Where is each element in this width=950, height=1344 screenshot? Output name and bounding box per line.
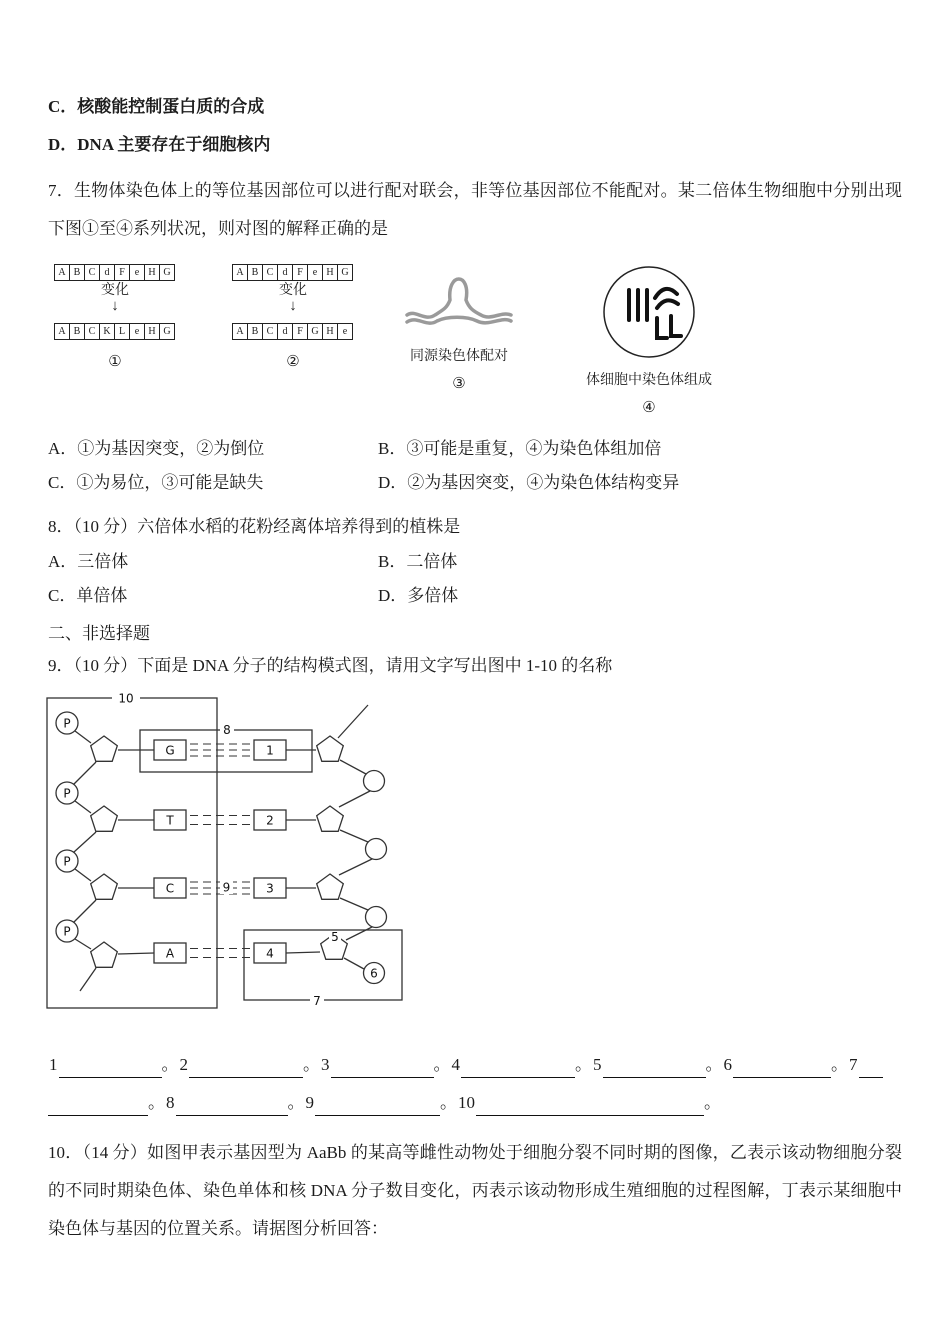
q7-figure-3: [400, 264, 518, 393]
q8-option-c: C．单倍体: [48, 586, 128, 605]
answer-blank: [733, 1060, 831, 1078]
blank-number: 10: [458, 1093, 475, 1112]
svg-text:3: 3: [266, 881, 274, 896]
gene-box: e: [129, 264, 145, 281]
q8-option-b: B．二倍体: [378, 552, 458, 571]
gene-sequence-top: [230, 264, 356, 281]
chromosome-marks: [629, 289, 681, 338]
down-arrow-icon: ↓: [111, 298, 119, 314]
figure-1-label: ①: [108, 354, 122, 370]
gene-sequence-bottom: [230, 323, 356, 340]
answer-blank: [331, 1060, 434, 1078]
svg-text:P: P: [63, 716, 71, 731]
gene-box: G: [307, 323, 323, 340]
answer-blank: [176, 1098, 288, 1116]
period: 。: [705, 1055, 723, 1074]
answer-blank: [315, 1098, 440, 1116]
answer-blank: [59, 1060, 162, 1078]
paired-chromosomes-drawing: [403, 264, 515, 336]
period: 。: [433, 1055, 451, 1074]
answer-blanks-line-1: [48, 1052, 902, 1078]
gene-box: K: [99, 323, 115, 340]
gene-box: H: [322, 323, 338, 340]
svg-text:P: P: [63, 854, 71, 869]
phosphate-circles-right: [364, 771, 387, 984]
gene-box: G: [337, 264, 353, 281]
base-boxes-left: [154, 740, 186, 963]
svg-text:P: P: [63, 924, 71, 939]
answer-blank: [859, 1060, 883, 1078]
svg-text:2: 2: [266, 813, 274, 828]
blank-number: 6: [723, 1055, 732, 1074]
svg-text:10: 10: [118, 691, 134, 706]
period: 。: [161, 1055, 179, 1074]
q8-option-a: A．三倍体: [48, 552, 129, 571]
q7-option-d: D．②为基因突变，④为染色体结构变异: [378, 473, 680, 492]
question-7-figures: [48, 264, 902, 416]
svg-text:6: 6: [370, 966, 378, 981]
svg-text:5: 5: [331, 930, 339, 944]
option-c-line: C．核酸能控制蛋白质的合成: [48, 97, 265, 116]
gene-box: A: [54, 323, 70, 340]
gene-box: B: [69, 264, 85, 281]
change-annotation: [52, 281, 178, 323]
gene-box: F: [292, 264, 308, 281]
svg-text:P: P: [63, 786, 71, 801]
answer-blank: [189, 1060, 303, 1078]
gene-box: H: [322, 264, 338, 281]
svg-text:A: A: [165, 946, 175, 961]
gene-box: C: [84, 323, 100, 340]
question-8-stem: 8．（10 分）六倍体水稻的花粉经离体培养得到的植株是: [48, 517, 461, 536]
period: 。: [440, 1093, 457, 1112]
q7-option-c: C．①为易位，③可能是缺失: [48, 473, 264, 492]
gene-box: e: [129, 323, 145, 340]
gene-box: C: [262, 264, 278, 281]
gene-box: H: [144, 323, 160, 340]
svg-text:8: 8: [223, 723, 231, 737]
gene-box: F: [114, 264, 130, 281]
gene-box: B: [247, 323, 263, 340]
svg-text:C: C: [165, 881, 175, 896]
answer-blank: [476, 1098, 704, 1116]
diagram-number-labels: [112, 691, 378, 1008]
gene-sequence-top: [52, 264, 178, 281]
blank-number: 3: [321, 1055, 330, 1074]
gene-box: F: [292, 323, 308, 340]
sugar-pentagons-left: [91, 736, 118, 967]
figure-2-label: ②: [286, 354, 300, 370]
down-arrow-icon: ↓: [289, 298, 297, 314]
blank-number: 1: [49, 1055, 58, 1074]
blank-number: 2: [179, 1055, 188, 1074]
change-annotation: [230, 281, 356, 323]
period: 。: [287, 1093, 305, 1112]
answer-blank: [48, 1098, 148, 1116]
figure-4-caption: 体细胞中染色体组成: [586, 373, 712, 388]
gene-box: d: [99, 264, 115, 281]
blank-number: 8: [166, 1093, 175, 1112]
phosphate-circles: [56, 712, 78, 942]
svg-text:T: T: [166, 813, 174, 828]
gene-box: A: [232, 323, 248, 340]
gene-box: G: [159, 323, 175, 340]
period: 。: [831, 1055, 848, 1074]
gene-box: e: [307, 264, 323, 281]
question-7-options: [48, 438, 902, 494]
q7-figure-2: [230, 264, 356, 371]
question-7-stem: 7．生物体染色体上的等位基因部位可以进行配对联会，非等位基因部位不能配对。某二倍体生物细胞中分别出现下图①至④系列状况，则对图的解释正确的是: [48, 181, 902, 238]
svg-text:1: 1: [266, 743, 274, 758]
gene-box: L: [114, 323, 130, 340]
blank-number: 7: [849, 1055, 858, 1074]
question-10-stem: 10．（14 分）如图甲表示基因型为 AaBb 的某高等雌性动物处于细胞分裂不同时期的图像，乙表示该动物细胞分裂的不同时期染色体、染色单体和核 DNA 分子数目变化，丙表示该动物形成生殖细胞的过程图解，丁表示某细胞中染色体与基因的位置关系。请据图分析回答：: [48, 1143, 902, 1238]
svg-text:4: 4: [266, 946, 274, 961]
gene-box: G: [159, 264, 175, 281]
gene-box: H: [144, 264, 160, 281]
gene-box: e: [337, 323, 353, 340]
gene-sequence-bottom: [52, 323, 178, 340]
gene-box: C: [262, 323, 278, 340]
dna-structure-svg: [44, 681, 424, 1021]
svg-text:G: G: [165, 743, 175, 758]
question-9-stem: 9．（10 分）下面是 DNA 分子的结构模式图，请用文字写出图中 1-10 的名称: [48, 656, 613, 675]
svg-text:7: 7: [313, 994, 321, 1008]
change-label: 变化: [101, 283, 129, 298]
cell-chromosome-set-drawing: [599, 264, 699, 360]
period: 。: [575, 1055, 592, 1074]
gene-box: A: [54, 264, 70, 281]
blank-number: 4: [451, 1055, 460, 1074]
q7-option-a: A．①为基因突变，②为倒位: [48, 439, 265, 458]
q7-figure-4: [574, 264, 724, 417]
blank-number: 9: [305, 1093, 314, 1112]
question-8-options: [48, 551, 902, 607]
gene-box: C: [84, 264, 100, 281]
blank-number: 5: [593, 1055, 602, 1074]
hydrogen-bonds: [190, 744, 252, 958]
period: 。: [704, 1093, 721, 1112]
svg-text:9: 9: [222, 880, 231, 895]
answer-blank: [603, 1060, 706, 1078]
dna-diagram: [44, 681, 902, 1026]
change-label: 变化: [279, 283, 307, 298]
gene-box: B: [69, 323, 85, 340]
figure-3-caption: 同源染色体配对: [410, 349, 508, 364]
q7-figure-1: [52, 264, 178, 371]
answer-blank: [461, 1060, 575, 1078]
period: 。: [303, 1055, 320, 1074]
sugar-pentagons-right: [317, 736, 348, 959]
gene-box: d: [277, 323, 293, 340]
section-2-heading: 二、非选择题: [48, 624, 150, 643]
period: 。: [148, 1093, 165, 1112]
option-d-line: D．DNA 主要存在于细胞核内: [48, 135, 271, 154]
gene-box: A: [232, 264, 248, 281]
answer-blanks-line-2: [48, 1090, 902, 1116]
figure-4-label: ④: [642, 400, 656, 416]
gene-box: B: [247, 264, 263, 281]
q7-option-b: B．③可能是重复，④为染色体组加倍: [378, 439, 662, 458]
figure-3-label: ③: [452, 376, 466, 392]
q8-option-d: D．多倍体: [378, 586, 459, 605]
gene-box: d: [277, 264, 293, 281]
